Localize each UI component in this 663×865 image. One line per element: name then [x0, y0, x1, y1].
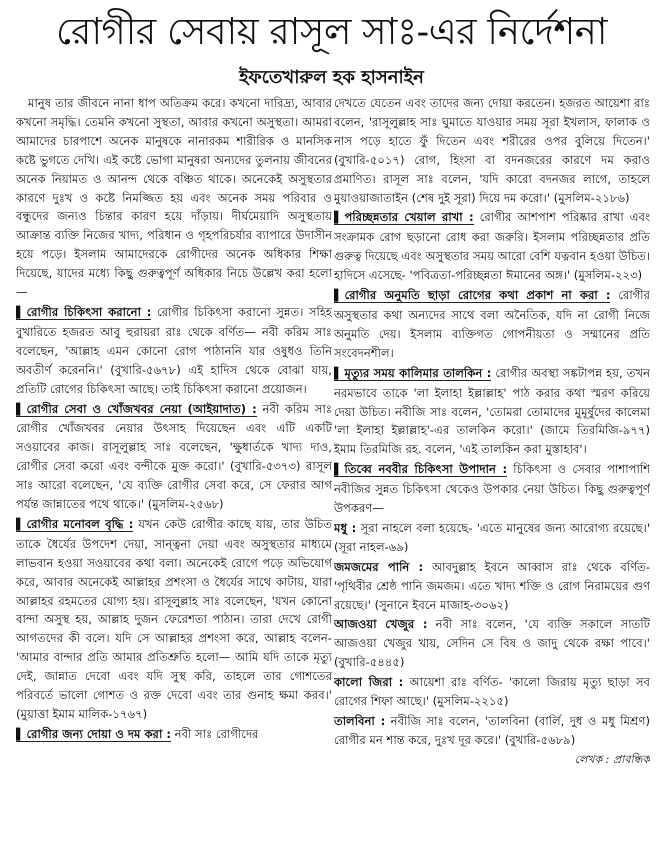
section-heading: ▌ রোগীর মনোবল বৃদ্ধি : — [16, 517, 133, 532]
section-body: রোগীর অবস্থা সঙ্কটাপন্ন হয়, তখন নরমভাবে তাকে 'লা ইলাহা ইল্লাল্লাহ' পাঠ করার কথা স্মরণ করিয়ে দেয়া উচিত। নবীজি সাঃ বলেন, 'তোমরা তোমাদের মুমূর্ষুদের কালেমা 'লা ইলাহা ইল্লাল্লাহ'-এর তালকিন করো।' (জামে তিরমিজি-৯৭৭) ইমাম তিরমিজি রহ. বলেন, 'এই তালকিন করা মুস্তাহাব'। — [334, 365, 650, 457]
item-body: নবীজি সাঃ বলেন, 'তালবিনা (বার্লি, দুধ ও মধু মিশ্রণ) রোগীর মন শান্ত করে, দুঃখ দূর করে।' (বুখারি-৫৬৮৯) — [334, 714, 650, 747]
section-privacy — [334, 286, 650, 363]
section-treatment — [16, 303, 332, 399]
item-body: সূরা নাহলে বলা হয়েছে- 'এতে মানুষের জন্য আরোগ্য রয়েছে।' (সূরা নাহল-৬৯) — [334, 520, 650, 554]
section-prophetic-medicine — [334, 460, 650, 518]
author-note — [334, 751, 650, 770]
section-dua — [16, 725, 332, 745]
item-talbina — [334, 712, 650, 750]
section-body: নবী সাঃ রোগীদের — [170, 726, 259, 741]
item-body: নবী সাঃ বলেন, 'যে ব্যক্তি সকালে সাতটি আজওয়া খেজুর খায়, সেদিন সে বিষ ও জাদু থেকে রক্ষা পাবে।' (বুখারি-৫৪৪৫) — [334, 617, 650, 670]
section-heading: ▌ রোগীর চিকিৎসা করানো : — [16, 305, 151, 320]
item-heading: তালবিনা : — [334, 714, 386, 728]
right-column — [334, 94, 650, 862]
section-heading: ▌ রোগীর জন্য দোয়া ও দম করা : — [16, 727, 171, 742]
section-body: রোগীর আশপাশ পরিষ্কার রাখা এবং সংক্রামক রোগ ছড়ানো রোধ করা জরুরি। ইসলাম পরিচ্ছন্নতার প্রতি গুরুত্ব দিয়েছে এবং অসুস্থতার সময় আরো বেশি যত্নবান হওয়া উচিত। হাদিসে এসেছে- 'পবিত্রতা-পরিচ্ছন্নতা ঈমানের অঙ্গ।' (মুসলিম-২২৩) — [334, 210, 650, 283]
section-heading: ▌ তিব্বে নববীর চিকিৎসা উপাদান : — [334, 462, 507, 477]
item-body: আবদুল্লাহ ইবনে আব্বাস রাঃ থেকে বর্ণিত- 'পৃথিবীর শ্রেষ্ঠ পানি জমজম। এতে খাদ্য শক্তি ও রোগ নিরাময়ের গুণ রয়েছে।' (সুনানে ইবনে মাজাহ-৩০৬২) — [334, 559, 650, 612]
item-heading: মধু : — [334, 520, 357, 535]
item-heading: জমজমের পানি : — [334, 559, 424, 574]
section-body: রোগীর অসুস্থতার কথা অন্যদের সাথে বলা অনৈতিক, যদি না রোগী নিজে অনুমতি দেয়। ইসলাম ব্যক্তিগত গোপনীয়তা ও সম্মানের প্রতি সংবেদনশীল। — [334, 288, 650, 360]
article-title: রোগীর সেবায় রাসূল সাঃ-এর নির্দেশনা — [55, 10, 608, 53]
item-body: আয়েশা রাঃ বর্ণিত- 'কালো জিরায় মৃত্যু ছাড়া সব রোগের শিফা আছে।' (মুসলিম-২২১৫) — [334, 675, 650, 709]
section-body: নবী করিম সাঃ রোগীর খোঁজখবর নেয়ার উৎসাহ দিয়েছেন এবং এটি একটি সওয়াবের কাজ। রাসূলুল্লাহ সাঃ বলেছেন, 'ক্ষুধার্তকে খাদ্য দাও, রোগীর সেবা করো এবং বন্দীকে মুক্ত করো।' (বুখারি-৫৩৭৩) রাসূল সাঃ আরো বলেছেন, 'যে ব্যক্তি রোগীর সেবা করে, সে ফেরার আগ পর্যন্ত জান্নাতের পথে থাকে।' (মুসলিম-২৫৬৮) — [16, 401, 332, 512]
section-heading: ▌ রোগীর অনুমতি ছাড়া রোগের কথা প্রকাশ না করা : — [334, 288, 610, 303]
intro-paragraph: মানুষ তার জীবনে নানা ধাপ অতিক্রম করে। কখনো দারিদ্র্য, আবার কখনো সমৃদ্ধি। তেমনি কখনো সুস্থতা, আবার কখনো অসুস্থতা। আমরা আমাদের চারপাশে অনেক মানুষকে নানারকম শারীরিক ও মানসিক কষ্টে ভুগতে দেখি। এই কষ্টে ভোগা মানুষরা অন্যদের তুলনায় জীবনের অনেক নিয়ামত ও আনন্দ থেকে বঞ্চিত থাকে। অনেকেই অসুস্থতার কারণে দুঃখ ও কষ্টে নিমজ্জিত হয় এবং অনেক সময় পরিবার ও বন্ধুদের জন্যও চিন্তার কারণ হয়ে দাঁড়ায়। দীর্ঘমেয়াদি অসুস্থতায় আক্রান্ত ব্যক্তি নিজের খাদ্য, পরিধান ও গৃহপরিচর্যার ব্যাপারে উদাসীন হয়ে পড়ে। ইসলাম আমাদেরকে রোগীদের অনেক অধিকার শিক্ষা দিয়েছে, যাদের মধ্যে কিছু গুরুত্বপূর্ণ অধিকার নিচে উল্লেখ করা হলো— — [16, 96, 332, 300]
section-heading: ▌ মৃত্যুর সময় কালিমার তালকিন : — [334, 366, 491, 381]
section-body: রোগীর চিকিৎসা করানো সুন্নত। সহিহ বুখারিতে হজরত আবু হুরায়রা রাঃ থেকে বর্ণিত— নবী করিম সাঃ বলেছেন, 'আল্লাহ এমন কোনো রোগ পাঠাননি যার ওষুধও তিনি অবতীর্ণ করেননি।' (বুখারি-৫৬৭৮) এই হাদিস থেকে বোঝা যায়, প্রতিটি রোগের চিকিৎসা আছে। তাই চিকিৎসা করানো প্রয়োজন। — [16, 304, 332, 396]
item-ajwa — [334, 615, 650, 672]
section-heading: ▌ রোগীর সেবা ও খোঁজখবর নেয়া (আইয়াদাত) : — [16, 402, 257, 417]
item-honey — [334, 519, 650, 557]
author-credit: লেখক : প্রাবন্ধিক — [574, 752, 650, 766]
author-byline: ইফতেখারুল হক হাসনাইন — [239, 67, 424, 88]
section-body: চিকিৎসা ও সেবার পাশাপাশি নবীজির সুন্নত চিকিৎসা থেকেও উপকার নেয়া উচিত। কিছু গুরুত্বপূর্ণ উপকরণ— — [334, 462, 650, 516]
section-dua-continued: দেখতে যেতেন এবং তাদের জন্য দোয়া করতেন। হজরত আয়েশা রাঃ বলেন, 'রাসূলুল্লাহ সাঃ ঘুমাতে যাওয়ার সময় সূরা ইখলাস, ফালাক ও নাস পড়ে হাতে ফুঁ দিতেন এবং শরীরের ওপর বুলিয়ে দিতেন।' (বুখারি-৫০১৭) রোগ, হিংসা বা বদনজরের কারণে দম করাও প্রমাণিত। রাসূল সাঃ বলেন, 'যদি কারো বদনজর লাগে, তাহলে মুয়াওয়াজাতাইন (শেষ দুই সূরা) দিয়ে দম করো।' (মুসলিম-২১৮৬) — [334, 96, 650, 205]
section-cleanliness — [334, 208, 650, 285]
left-column — [16, 94, 332, 862]
item-zamzam — [334, 558, 650, 615]
section-morale — [16, 515, 332, 724]
item-heading: আজওয়া খেজুর : — [334, 617, 428, 632]
section-visiting — [16, 400, 332, 514]
item-black-seed — [334, 673, 650, 711]
section-body: যখন কেউ রোগীর কাছে যায়, তার উচিত তাকে ধৈর্যের উপদেশ দেয়া, সান্ত্বনা দেয়া এবং অসুস্থতার মাধ্যমে লাভবান হওয়া সওয়াবের কথা বলা। অনেকেই রোগে পড়ে অভিযোগ করে, আবার অনেকেই আল্লাহর প্রশংসা ও ধৈর্যের সাথে কাটায়, যারা আল্লাহর রহমতের যোগ্য হয়। রাসূলুল্লাহ সাঃ বলেছেন, 'যখন কোনো বান্দা অসুস্থ হয়, আল্লাহ দুজন ফেরেশতা পাঠান। তারা দেখে রোগী আগতদের কী বলে। যদি সে আল্লাহর প্রশংসা করে, আল্লাহ বলেন-'আমার বান্দার প্রতি আমার প্রতিশ্রুতি হলো— আমি যদি তাকে মৃত্যু দেই, জান্নাত দেবো এবং যদি সুস্থ করি, তাহলে তার গোশতের পরিবর্তে ভালো গোশত ও রক্ত দেবো এবং তার গুনাহ ক্ষমা করব।' (মুয়াত্তা ইমাম মালিক-১৭৬৭) — [16, 516, 332, 721]
item-heading: কালো জিরা : — [334, 675, 404, 690]
section-talqin — [334, 364, 650, 460]
section-heading: ▌ পরিচ্ছন্নতার খেয়াল রাখা : — [334, 210, 474, 225]
